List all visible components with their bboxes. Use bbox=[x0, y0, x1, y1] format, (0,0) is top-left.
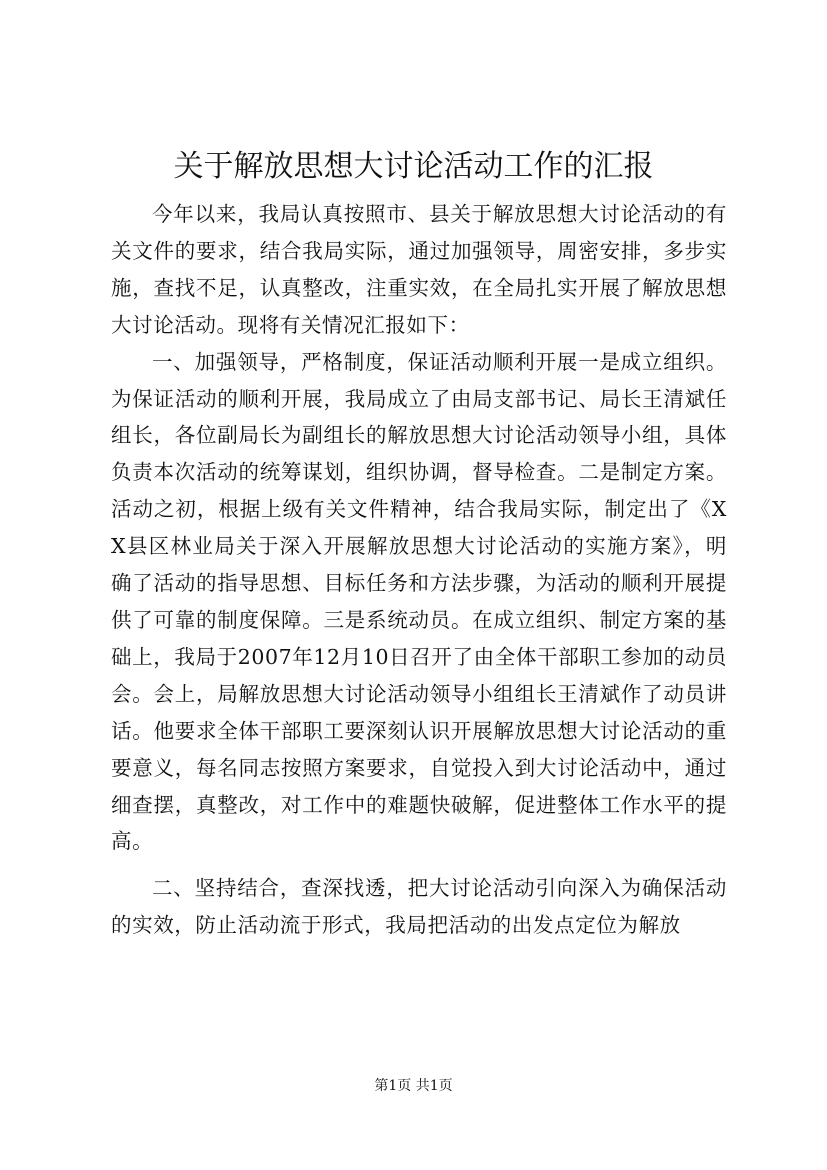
document-title: 关于解放思想大讨论活动工作的汇报 bbox=[173, 149, 654, 184]
paragraph-section-two: 二、坚持结合，查深找透，把大讨论活动引向深入为确保活动的实效，防止活动流于形式，我局把活动的出发点定位为解放 bbox=[111, 876, 727, 938]
page-number-footer: 第1页 共1页 bbox=[374, 1078, 453, 1094]
paragraph-section-one: 一、加强领导，严格制度，保证活动顺利开展一是成立组织。为保证活动的顺利开展，我局成立了由局支部书记、局长王清斌任组长，各位副局长为副组长的解放思想大讨论活动领导小组，具体负责本次活动的统筹谋划，组织协调，督导检查。二是制定方案。活动之初，根据上级有关文件精神，结合我局实际，制定出了《XX县区林业局关于深入开展解放思想大讨论活动的实施方案》，明确了活动的指导思想、目标任务和方法步骤，为活动的顺利开展提供了可靠的制度保障。三是系统动员。在成立组织、制定方案的基础上，我局于2007年12月10日召开了由全体干部职工参加的动员会。会上，局解放思想大讨论活动领导小组组长王清斌作了动员讲话。他要求全体干部职工要深刻认识开展解放思想大讨论活动的重要意义，每名同志按照方案要求，自觉投入到大讨论活动中，通过细查摆，真整改，对工作中的难题快破解，促进整体工作水平的提高。 bbox=[111, 349, 727, 854]
document-body bbox=[111, 196, 727, 944]
paragraph-intro: 今年以来，我局认真按照市、县关于解放思想大讨论活动的有关文件的要求，结合我局实际，通过加强领导，周密安排，多步实施，查找不足，认真整改，注重实效，在全局扎实开展了解放思想大讨论活动。现将有关情况汇报如下： bbox=[111, 202, 727, 337]
